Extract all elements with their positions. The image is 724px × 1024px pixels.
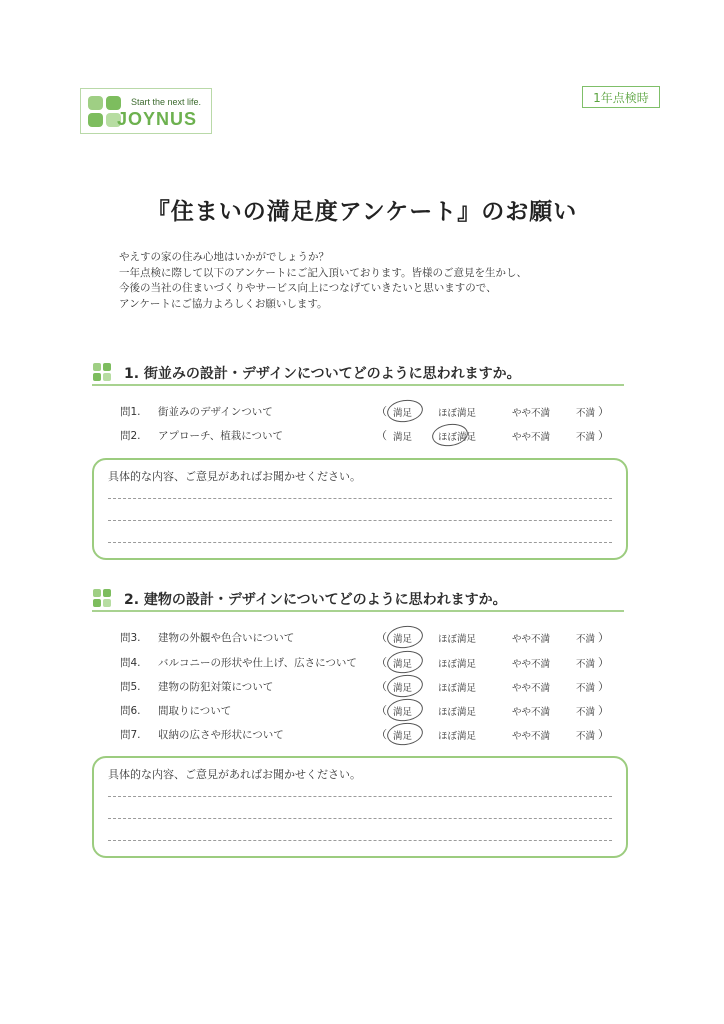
option-dissatisfied[interactable]: 不満 — [576, 432, 596, 443]
question-number: 問6. — [120, 705, 141, 717]
question-text: バルコニーの形状や仕上げ、広さについて — [158, 657, 357, 669]
page-title: 『住まいの満足度アンケート』のお願い — [146, 199, 578, 225]
section-heading-text: 1. 街並みの設計・デザインについてどのように思われますか。 — [124, 366, 521, 382]
question-text: 建物の外観や色合いについて — [158, 632, 295, 644]
option-somewhat-dissatisfied[interactable]: やや不満 — [512, 659, 551, 670]
section-heading — [92, 362, 624, 386]
option-mostly-satisfied[interactable]: ほぼ満足 — [438, 707, 477, 718]
paren-open: （ — [376, 631, 387, 644]
option-dissatisfied[interactable]: 不満 — [576, 408, 596, 419]
option-dissatisfied[interactable]: 不満 — [576, 683, 596, 694]
logo-tagline: Start the next life. — [131, 97, 202, 107]
question-row — [120, 701, 620, 719]
comment-box[interactable] — [92, 756, 628, 858]
intro-line: 一年点検に際して以下のアンケートにご記入頂いております。皆様のご意見を生かし、 — [119, 266, 528, 279]
question-text: 建物の防犯対策について — [158, 681, 274, 693]
question-number: 問3. — [120, 632, 141, 644]
paren-open: （ — [376, 405, 387, 418]
option-satisfied[interactable]: 満足 — [393, 656, 412, 670]
question-row — [120, 426, 620, 444]
question-text: アプローチ、植栽について — [158, 430, 284, 442]
option-dissatisfied[interactable]: 不満 — [576, 634, 596, 645]
paren-close: ） — [598, 405, 609, 418]
inspection-badge: 1年点検時 — [582, 86, 660, 108]
paren-open: （ — [376, 704, 387, 717]
section-heading-text: 2. 建物の設計・デザインについてどのように思われますか。 — [124, 592, 507, 608]
write-line — [108, 796, 612, 797]
comment-label: 具体的な内容、ご意見があればお聞かせください。 — [108, 768, 361, 781]
option-somewhat-dissatisfied[interactable]: やや不満 — [512, 408, 551, 419]
write-line — [108, 498, 612, 499]
option-mostly-satisfied[interactable]: ほぼ満足 — [438, 731, 477, 742]
question-text: 街並みのデザインついて — [158, 406, 273, 418]
paren-open: （ — [376, 429, 387, 442]
question-text: 収納の広さや形状について — [158, 729, 284, 741]
paren-close: ） — [598, 704, 609, 717]
option-satisfied[interactable]: 満足 — [393, 405, 412, 419]
paren-close: ） — [598, 631, 609, 644]
paren-open: （ — [376, 680, 387, 693]
paren-close: ） — [598, 429, 609, 442]
question-number: 問5. — [120, 681, 141, 693]
question-text: 間取りについて — [158, 705, 232, 717]
logo-wordmark: JOYNUS — [117, 109, 198, 129]
option-somewhat-dissatisfied[interactable]: やや不満 — [512, 683, 551, 694]
comment-label: 具体的な内容、ご意見があればお聞かせください。 — [108, 470, 361, 483]
paren-close: ） — [598, 656, 609, 669]
question-row — [120, 628, 620, 646]
option-somewhat-dissatisfied[interactable]: やや不満 — [512, 707, 551, 718]
write-line — [108, 520, 612, 521]
paren-open: （ — [376, 656, 387, 669]
option-mostly-satisfied[interactable]: ほぼ満足 — [438, 659, 477, 670]
option-dissatisfied[interactable]: 不満 — [576, 707, 596, 718]
option-satisfied[interactable]: 満足 — [393, 680, 412, 694]
write-line — [108, 840, 612, 841]
company-logo — [80, 88, 212, 134]
question-row — [120, 402, 620, 420]
option-somewhat-dissatisfied[interactable]: やや不満 — [512, 432, 551, 443]
option-satisfied[interactable]: 満足 — [393, 704, 412, 718]
section-heading — [92, 588, 624, 612]
option-mostly-satisfied[interactable]: ほぼ満足 — [438, 429, 476, 443]
question-number: 問4. — [120, 657, 141, 669]
question-number: 問7. — [120, 729, 141, 741]
option-mostly-satisfied[interactable]: ほぼ満足 — [438, 683, 477, 694]
option-satisfied[interactable]: 満足 — [393, 728, 412, 742]
write-line — [108, 818, 612, 819]
paren-close: ） — [598, 728, 609, 741]
intro-text — [119, 250, 599, 312]
clover-bullet-icon — [92, 588, 112, 608]
option-mostly-satisfied[interactable]: ほぼ満足 — [438, 634, 477, 645]
option-satisfied[interactable]: 満足 — [393, 631, 412, 645]
paren-close: ） — [598, 680, 609, 693]
intro-line: アンケートにご協力よろしくお願いします。 — [119, 297, 328, 310]
option-dissatisfied[interactable]: 不満 — [576, 731, 596, 742]
option-somewhat-dissatisfied[interactable]: やや不満 — [512, 634, 551, 645]
intro-line: やえすの家の住み心地はいかがでしょうか？ — [119, 251, 329, 263]
option-mostly-satisfied[interactable]: ほぼ満足 — [438, 408, 477, 419]
write-line — [108, 542, 612, 543]
question-number: 問2. — [120, 430, 141, 442]
question-row — [120, 725, 620, 743]
question-row — [120, 677, 620, 695]
option-somewhat-dissatisfied[interactable]: やや不満 — [512, 731, 551, 742]
question-row — [120, 653, 620, 671]
intro-line: 今後の当社の住まいづくりやサービス向上につなげていきたいと思いますので、 — [119, 282, 497, 294]
question-number: 問1. — [120, 406, 141, 418]
clover-bullet-icon — [92, 362, 112, 382]
option-dissatisfied[interactable]: 不満 — [576, 659, 596, 670]
comment-box[interactable] — [92, 458, 628, 560]
option-satisfied[interactable]: 満足 — [393, 432, 413, 443]
paren-open: （ — [376, 728, 387, 741]
